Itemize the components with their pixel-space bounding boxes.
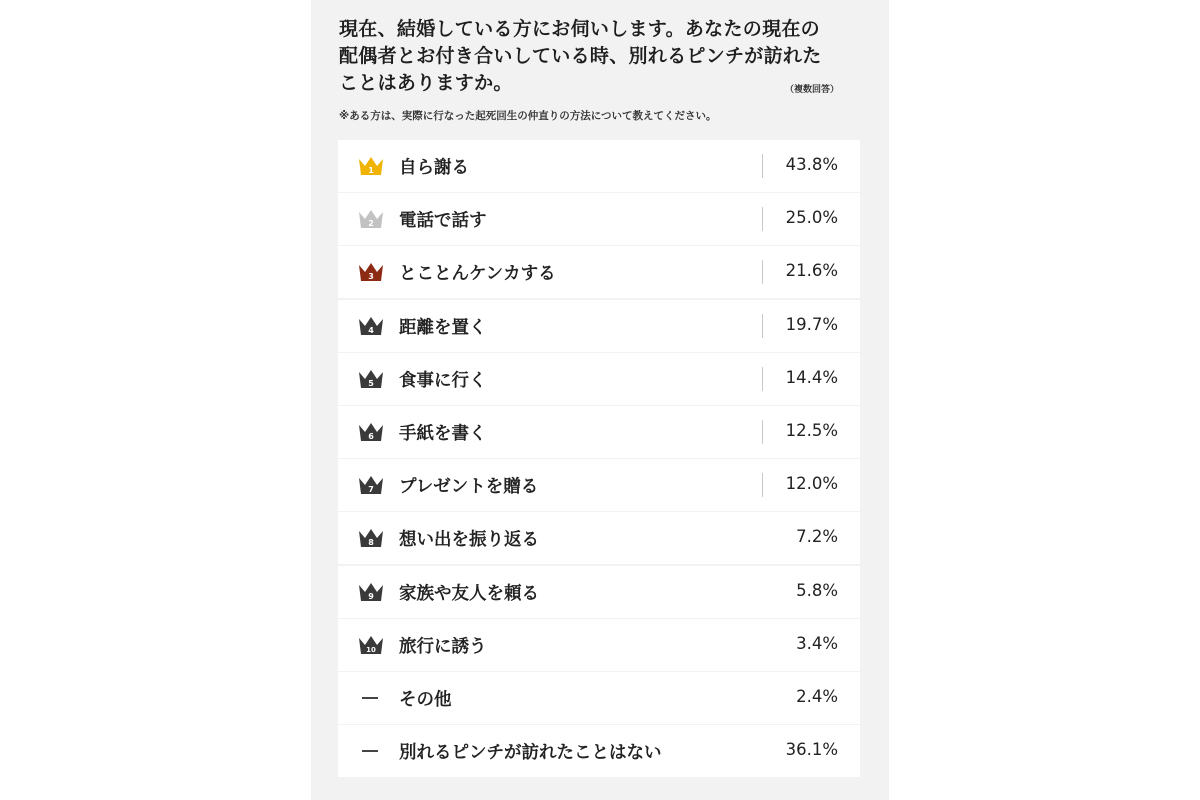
answer-percentage: 19.7% bbox=[785, 314, 838, 334]
answer-label: 別れるピンチが訪れたことはない bbox=[399, 743, 662, 764]
answer-percentage: 5.8% bbox=[796, 580, 838, 600]
answer-label: 電話で話す bbox=[399, 211, 487, 232]
ranking-row bbox=[338, 512, 860, 564]
crown-icon bbox=[357, 633, 385, 657]
question-title: 現在、結婚している方にお伺いします。あなたの現在の配偶者とお付き合いしている時、別れるピンチが訪れたことはありますか。 bbox=[339, 18, 822, 94]
rank-number: 3 bbox=[368, 272, 374, 282]
ranking-row bbox=[338, 459, 860, 511]
value-divider bbox=[762, 207, 763, 231]
ranking-row bbox=[338, 193, 860, 245]
answer-percentage: 3.4% bbox=[796, 633, 838, 653]
answer-label: その他 bbox=[399, 689, 452, 710]
ranking-row bbox=[338, 140, 860, 192]
value-divider bbox=[762, 154, 763, 178]
answer-percentage: 21.6% bbox=[785, 261, 838, 281]
rank-number: 10 bbox=[366, 645, 376, 654]
answer-percentage: 12.0% bbox=[785, 474, 838, 494]
value-divider bbox=[762, 260, 763, 284]
answer-label: とことんケンカする bbox=[399, 264, 556, 285]
rank-number: 7 bbox=[368, 485, 374, 495]
answer-label: 距離を置く bbox=[399, 317, 487, 338]
ranking-row bbox=[338, 566, 860, 618]
answer-label: 想い出を振り返る bbox=[399, 530, 539, 551]
answer-percentage: 43.8% bbox=[785, 155, 838, 174]
value-divider bbox=[762, 314, 763, 338]
multiple-answer-note: （複数回答） bbox=[785, 85, 840, 95]
answer-label: 食事に行く bbox=[399, 370, 487, 391]
crown-icon bbox=[357, 207, 385, 231]
crown-icon bbox=[357, 473, 385, 497]
value-divider bbox=[762, 367, 763, 391]
ranking-row bbox=[338, 672, 860, 724]
answer-label: プレゼントを贈る bbox=[399, 477, 539, 498]
rank-number: 6 bbox=[368, 431, 374, 441]
ranking-row bbox=[338, 300, 860, 352]
ranking-row bbox=[338, 353, 860, 405]
survey-panel bbox=[311, 0, 889, 800]
ranking-row bbox=[338, 725, 860, 777]
answer-percentage: 25.0% bbox=[785, 208, 838, 228]
rank-number: 8 bbox=[368, 538, 374, 548]
answer-percentage: 12.5% bbox=[785, 420, 838, 440]
answer-percentage: 7.2% bbox=[796, 527, 838, 547]
crown-icon bbox=[357, 154, 385, 178]
dash-icon bbox=[362, 697, 378, 699]
crown-icon bbox=[357, 367, 385, 391]
crown-icon bbox=[357, 260, 385, 284]
crown-icon bbox=[357, 314, 385, 338]
answer-percentage: 14.4% bbox=[785, 367, 838, 387]
rank-number: 2 bbox=[368, 219, 374, 229]
followup-note: ※ある方は、実際に行なった起死回生の仲直りの方法について教えてください。 bbox=[339, 110, 717, 122]
dash-icon bbox=[362, 750, 378, 752]
crown-icon bbox=[357, 526, 385, 550]
answer-label: 自ら謝る bbox=[399, 158, 469, 178]
answer-label: 家族や友人を頼る bbox=[399, 583, 539, 604]
ranking-list bbox=[338, 140, 860, 778]
answer-percentage: 36.1% bbox=[785, 740, 838, 760]
ranking-row bbox=[338, 246, 860, 298]
rank-number: 1 bbox=[368, 166, 374, 175]
answer-label: 旅行に誘う bbox=[399, 636, 487, 657]
crown-icon bbox=[357, 580, 385, 604]
ranking-row bbox=[338, 406, 860, 458]
rank-number: 9 bbox=[368, 591, 374, 601]
crown-icon bbox=[357, 420, 385, 444]
rank-number: 5 bbox=[368, 378, 374, 388]
ranking-row bbox=[338, 619, 860, 671]
answer-percentage: 2.4% bbox=[796, 686, 838, 706]
value-divider bbox=[762, 420, 763, 444]
answer-label: 手紙を書く bbox=[399, 423, 487, 444]
value-divider bbox=[762, 473, 763, 497]
rank-number: 4 bbox=[368, 325, 374, 335]
